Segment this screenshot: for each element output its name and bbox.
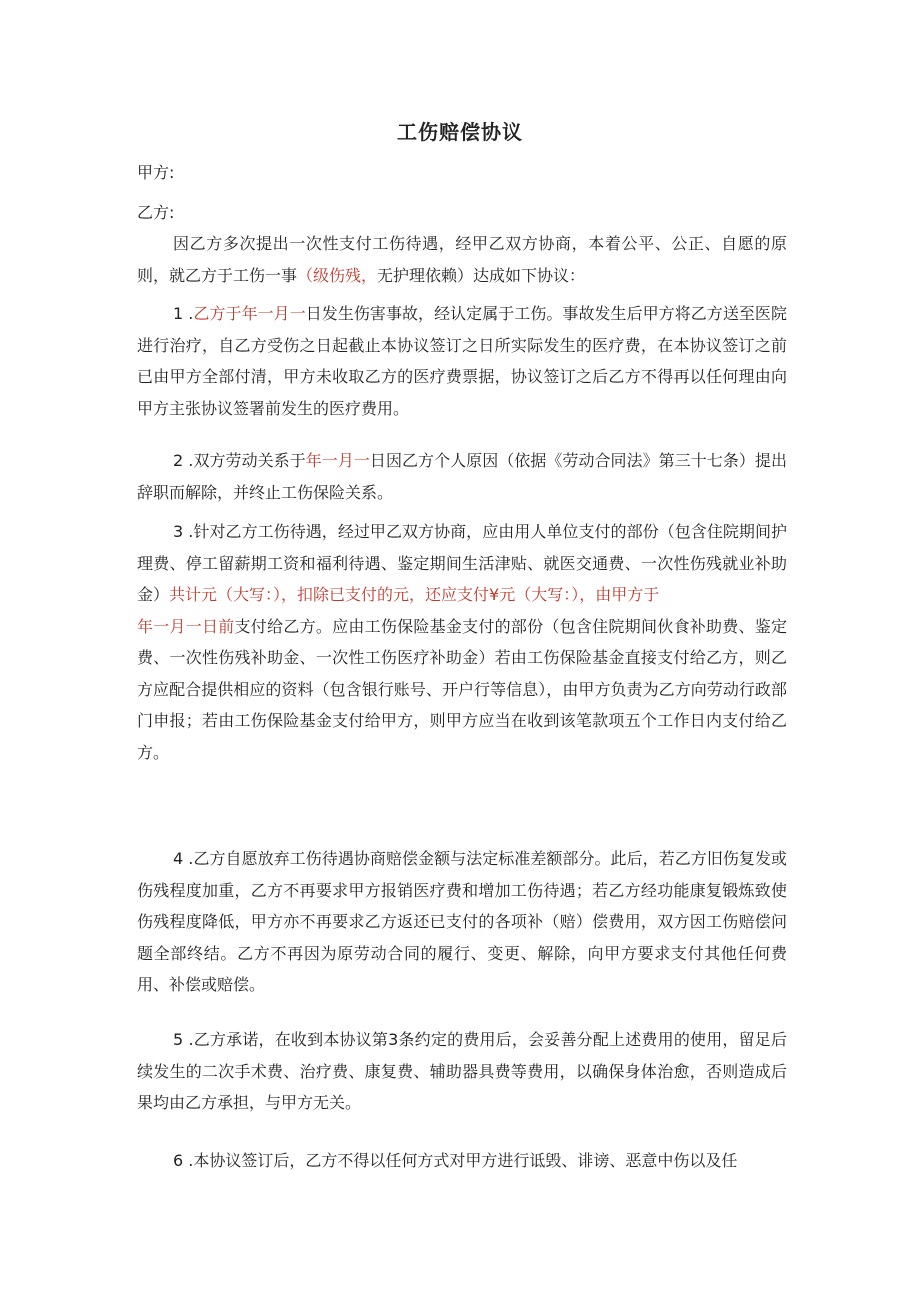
clause-5-number: 5 .	[173, 1030, 194, 1049]
clause-3	[137, 516, 787, 768]
party-b-label: 乙方:	[137, 203, 175, 222]
clause-1	[137, 298, 787, 424]
document-title: 工伤赔偿协议	[397, 120, 523, 144]
clause-4	[137, 843, 787, 1001]
clause-1-highlight: 乙方于年一月一	[193, 304, 306, 323]
clause-3-text-2: 支付给乙方。应由工伤保险基金支付的部份（包含住院期间伙食补助费、鉴定费、一次性伤残补助金、一次性工伤医疗补助金）若由工伤保险基金直接支付给乙方，则乙方应配合提供相应的资料（包含银行账号、开户行等信息），由甲方负责为乙方向劳动行政部门申报；若由工伤保险基金支付给甲方，则甲方应当在收到该笔款项五个工作日内支付给乙方。	[137, 616, 787, 762]
clause-2-number: 2 .	[173, 451, 194, 470]
intro-text-2: 无护理依赖）达成如下协议：	[377, 265, 586, 285]
clause-1-text: 日发生伤害事故，经认定属于工伤。事故发生后甲方将乙方送至医院进行治疗，自乙方受伤之日起截止本协议签订之日所实际发生的医疗费，在本协议签订之前已由甲方全部付清，甲方未收取乙方的医疗费票据，协议签订之后乙方不得再以任何理由向甲方主张协议签署前发生的医疗费用。	[137, 304, 787, 418]
clause-1-number: 1 .	[173, 304, 194, 323]
clause-2-text-1: 双方劳动关系于	[193, 451, 306, 470]
clause-5-text: 乙方承诺，在收到本协议第3条约定的费用后，会妥善分配上述费用的使用，留足后续发生的二次手术费、治疗费、康复费、辅助器具费等费用，以确保身体治愈，否则造成后果均由乙方承担，与甲方无关。	[137, 1030, 788, 1112]
clause-3-highlight-2: 年一月一日前	[137, 616, 235, 636]
intro-text-1: 因乙方多次提出一次性支付工伤待遇，经甲乙双方协商，本着公平、公正、自愿的原则，就乙方于工伤一事	[137, 234, 787, 285]
clause-2-highlight: 年一月一	[305, 451, 370, 470]
intro-paragraph	[137, 228, 787, 291]
party-a-label: 甲方:	[137, 163, 175, 182]
clause-2-text-2: 日因乙方个人原因（依据《劳动合同法》第三十七条）提出辞职而解除，并终止工伤保险关系。	[137, 451, 787, 502]
clause-6-text: 本协议签订后，乙方不得以任何方式对甲方进行诋毁、诽谤、恶意中伤以及任	[193, 1151, 738, 1170]
clause-3-text-1: 针对乙方工伤待遇，经过甲乙双方协商，应由用人单位支付的部份（包含住院期间护理费、停工留薪期工资和福利待遇、鉴定期间生活津贴、就医交通费、一次性伤残就业补助金）	[137, 522, 787, 604]
clause-4-text: 乙方自愿放弃工伤待遇协商赔偿金额与法定标准差额部分。此后，若乙方旧伤复发或伤残程度加重，乙方不再要求甲方报销医疗费和增加工伤待遇；若乙方经功能康复锻炼致使伤残程度降低，甲方亦不再要求乙方返还已支付的各项补（赔）偿费用，双方因工伤赔偿问题全部终结。乙方不再因为原劳动合同的履行、变更、解除，向甲方要求支付其他任何费用、补偿或赔偿。	[137, 849, 787, 994]
clause-5	[137, 1024, 787, 1119]
intro-highlight: （级伤残，	[297, 265, 378, 285]
clause-6-number: 6 .	[173, 1151, 194, 1170]
clause-3-number: 3 .	[173, 522, 194, 541]
clause-6	[137, 1145, 787, 1177]
clause-3-highlight-1: 共计元（大写：），扣除已支付的元，还应支付¥元（大写：），由甲方于	[169, 585, 660, 604]
clause-2	[137, 445, 787, 508]
clause-4-number: 4 .	[173, 849, 194, 868]
